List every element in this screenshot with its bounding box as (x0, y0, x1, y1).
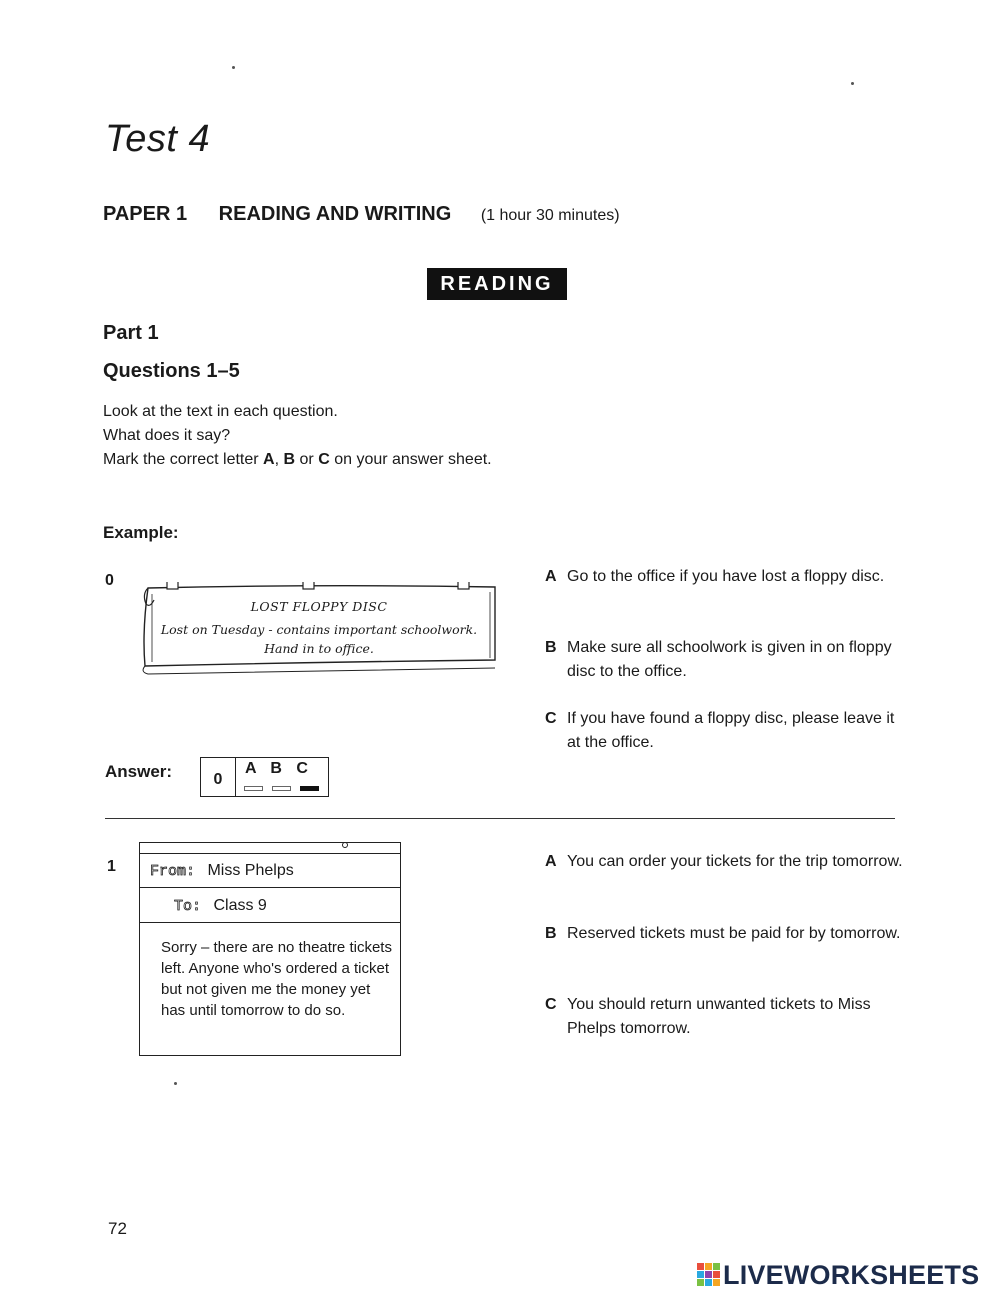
questions-title: Questions 1–5 (103, 360, 240, 382)
answer-mark-a (244, 786, 263, 791)
option-letter: B (545, 925, 557, 942)
section-divider (105, 818, 895, 819)
question1-option-a (545, 850, 905, 874)
notice-line: Lost on Tuesday - contains important schoolwork. (160, 622, 478, 637)
example-option-b (545, 636, 905, 684)
tape-right (458, 582, 469, 589)
option-letter: C (545, 996, 557, 1013)
logo-grid-icon (697, 1263, 721, 1287)
paper-title: READING AND WRITING (218, 203, 452, 225)
instruction-text: on your answer sheet. (329, 451, 492, 468)
to-row (140, 887, 400, 923)
message-body: Sorry – there are no theatre tickets left. Anyone who's ordered a ticket but not given me the money yet has until tomorrow to do so. (161, 939, 392, 1019)
from-value: Miss Phelps (207, 862, 294, 879)
tape-middle (303, 582, 314, 589)
from-label: From: (150, 863, 196, 880)
answer-mark-b (272, 786, 291, 791)
option-letter: A (545, 568, 557, 585)
scan-speck (232, 66, 235, 69)
letter-a: A (263, 451, 275, 468)
example-option-c (545, 707, 905, 755)
paper-duration: (1 hour 30 minutes) (480, 207, 620, 224)
example-label: Example: (103, 523, 179, 542)
notice-heading: LOST FLOPPY DISC (250, 599, 388, 614)
instruction-text: , (274, 451, 284, 468)
to-value: Class 9 (213, 897, 267, 914)
tape-left (167, 582, 178, 589)
scan-speck (174, 1082, 177, 1085)
option-text: You can order your tickets for the trip tomorrow. (567, 853, 903, 870)
example-number: 0 (105, 572, 114, 589)
answer-box (200, 757, 329, 797)
ring-hole (342, 842, 348, 848)
to-label: To: (174, 898, 202, 915)
question-number: 1 (107, 858, 116, 875)
message-note (139, 842, 401, 1056)
option-letter: C (545, 710, 557, 727)
lost-disc-notice (140, 582, 498, 676)
section-banner: READING (427, 268, 567, 300)
option-letter: A (545, 853, 557, 870)
letter-b: B (283, 451, 296, 468)
answer-number: 0 (201, 758, 236, 796)
option-letter: B (545, 639, 557, 656)
option-text: If you have found a floppy disc, please leave it at the office. (567, 710, 895, 751)
option-text: Make sure all schoolwork is given in on floppy disc to the office. (567, 639, 892, 680)
part-title: Part 1 (103, 322, 159, 344)
instruction-text: Mark the correct letter (103, 451, 264, 468)
instruction-text: or (295, 451, 319, 468)
instruction-mark-line (103, 451, 492, 469)
paper-label: PAPER 1 (103, 203, 188, 225)
option-text: Go to the office if you have lost a floppy disc. (567, 568, 885, 585)
instruction-line: Look at the text in each question. (103, 403, 338, 420)
answer-label: Answer: (105, 762, 173, 781)
instruction-line: What does it say? (103, 427, 231, 444)
page-number: 72 (108, 1219, 127, 1238)
example-option-a (545, 565, 905, 589)
paper-heading (103, 203, 620, 226)
answer-mark-c (300, 786, 319, 791)
option-text: Reserved tickets must be paid for by tomorrow. (567, 925, 901, 942)
letter-c: C (318, 451, 330, 468)
from-row (140, 853, 400, 887)
test-title: Test 4 (105, 118, 211, 160)
notice-line: Hand in to office. (264, 641, 374, 656)
question1-option-c (545, 993, 905, 1041)
scan-speck (851, 82, 854, 85)
logo-text: LIVEWORKSHEETS (723, 1260, 980, 1290)
option-text: You should return unwanted tickets to Miss Phelps tomorrow. (567, 996, 871, 1037)
answer-letters: A B C (245, 760, 310, 777)
question1-option-b (545, 922, 905, 946)
